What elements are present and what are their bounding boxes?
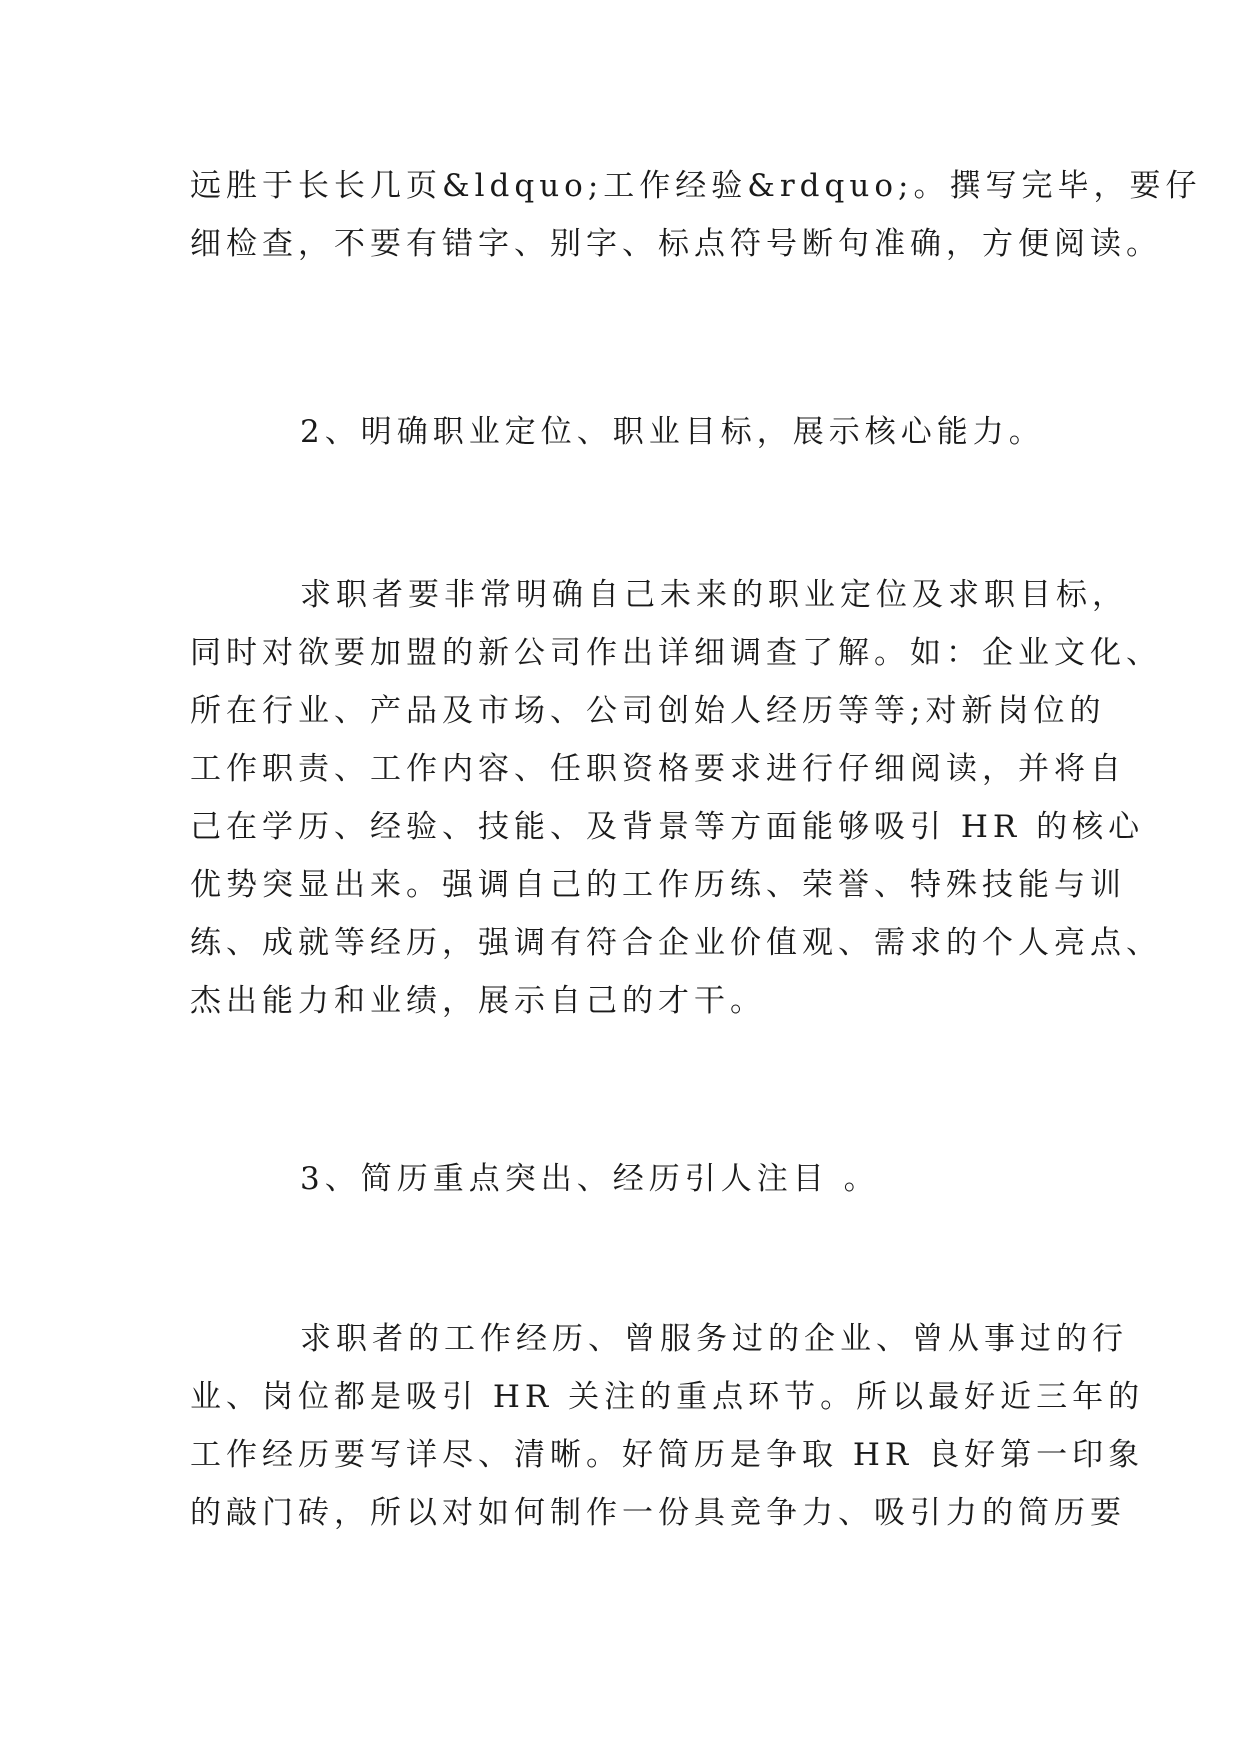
- section-heading: 3、简历重点突出、经历引人注目 。: [300, 1161, 880, 1197]
- paragraph-1: [190, 157, 1202, 273]
- text-line: 业、岗位都是吸引 HR 关注的重点环节。所以最好近三年的: [190, 1379, 1145, 1415]
- text-line: 细检查，不要有错字、别字、标点符号断句准确，方便阅读。: [190, 226, 1162, 262]
- heading-section-3: [190, 1150, 1060, 1208]
- text-line: 的敲门砖，所以对如何制作一份具竞争力、吸引力的简历要: [190, 1495, 1126, 1531]
- section-heading: 2、明确职业定位、职业目标，展示核心能力。: [300, 414, 1045, 450]
- text-line: 同时对欲要加盟的新公司作出详细调查了解。如：企业文化、: [190, 635, 1162, 671]
- text-line: 工作经历要写详尽、清晰。好简历是争取 HR 良好第一印象: [190, 1437, 1145, 1473]
- text-line: 己在学历、经验、技能、及背景等方面能够吸引 HR 的核心: [190, 809, 1145, 845]
- paragraph-2: [190, 566, 1162, 1030]
- text-line: 远胜于长长几页&ldquo;工作经验&rdquo;。撰写完毕，要仔: [190, 168, 1202, 204]
- text-line: 杰出能力和业绩，展示自己的才干。: [190, 983, 766, 1019]
- paragraph-3: [190, 1310, 1145, 1542]
- text-line: 求职者的工作经历、曾服务过的企业、曾从事过的行: [300, 1321, 1128, 1357]
- heading-section-2: [190, 403, 1060, 461]
- text-line: 优势突显出来。强调自己的工作历练、荣誉、特殊技能与训: [190, 867, 1126, 903]
- text-line: 所在行业、产品及市场、公司创始人经历等等;对新岗位的: [190, 693, 1106, 729]
- text-line: 求职者要非常明确自己未来的职业定位及求职目标，: [300, 577, 1128, 613]
- text-line: 练、成就等经历，强调有符合企业价值观、需求的个人亮点、: [190, 925, 1162, 961]
- text-line: 工作职责、工作内容、任职资格要求进行仔细阅读，并将自: [190, 751, 1126, 787]
